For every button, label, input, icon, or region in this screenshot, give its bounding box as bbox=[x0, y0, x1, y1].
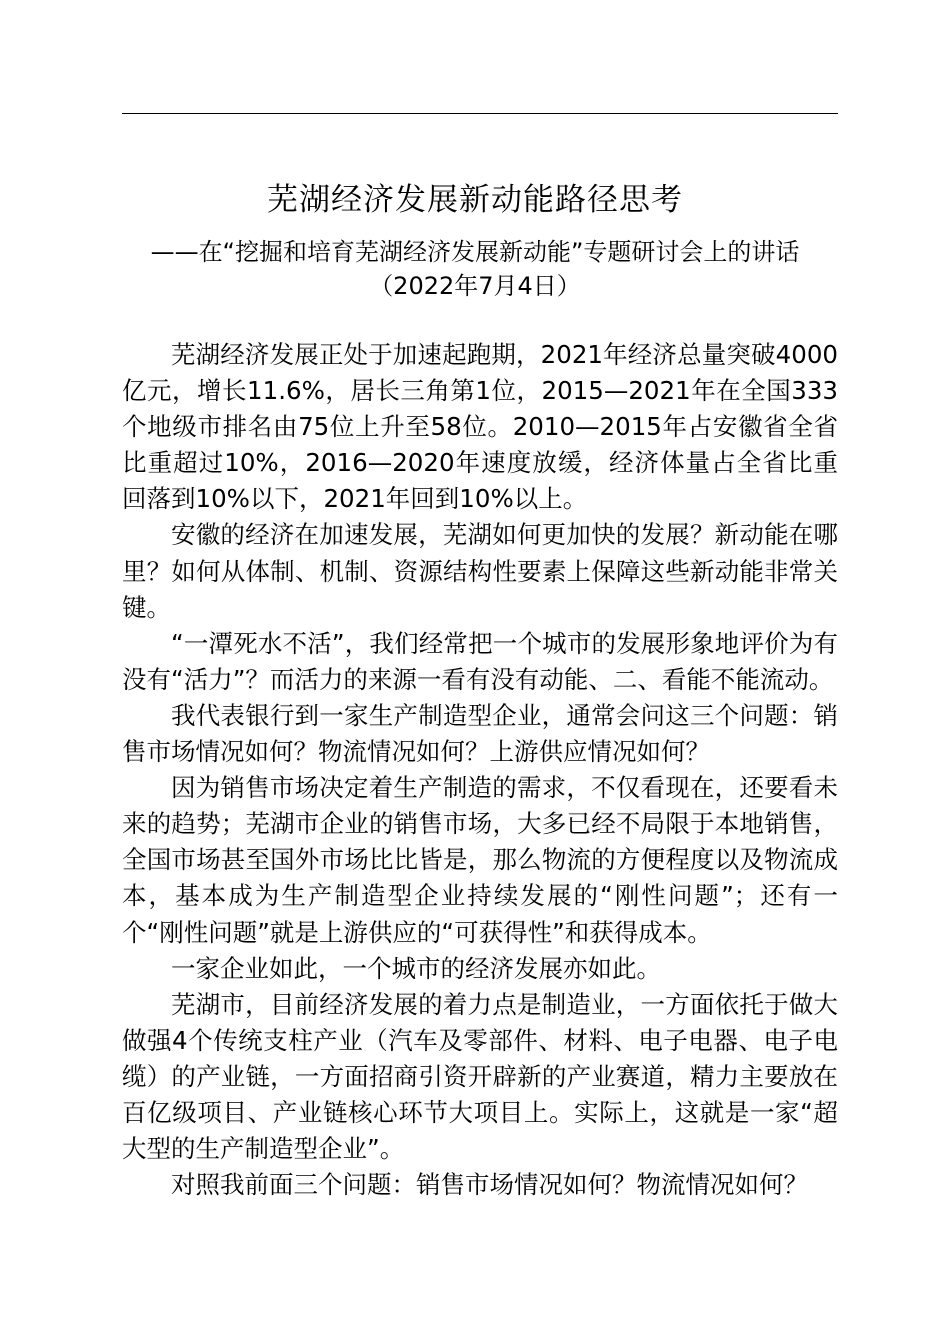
document-date: （2022年7月4日） bbox=[369, 272, 581, 300]
header-rule bbox=[122, 113, 838, 114]
paragraph: “一潭死水不活”，我们经常把一个城市的发展形象地评价为有没有“活力”？而活力的来源一看有没有动能、二、看能不能流动。 bbox=[122, 628, 838, 694]
paragraph: 芜湖市，目前经济发展的着力点是制造业，一方面依托于做大做强4个传统支柱产业（汽车及零部件、材料、电子电器、电子电缆）的产业链，一方面招商引资开辟新的产业赛道，精力主要放在百亿级项目、产业链核心环节大项目上。实际上，这就是一家“超大型的生产制造型企业”。 bbox=[122, 989, 838, 1164]
document-title: 芜湖经济发展新动能路径思考 bbox=[267, 182, 683, 218]
paragraph: 芜湖经济发展正处于加速起跑期，2021年经济总量突破4000亿元，增长11.6%，居长三角第1位，2015—2021年在全国333个地级市排名由75位上升至58位。2010—2015年占安徽省全省比重超过10%，2016—2020年速度放缓，经济体量占全省比重回落到10%以下，2021年回到10%以上。 bbox=[122, 340, 838, 514]
paragraph: 一家企业如此，一个城市的经济发展亦如此。 bbox=[171, 953, 661, 983]
document-body bbox=[122, 337, 838, 1203]
paragraph: 因为销售市场决定着生产制造的需求，不仅看现在，还要看未来的趋势；芜湖市企业的销售市场，大多已经不局限于本地销售，全国市场甚至国外市场比比皆是，那么物流的方便程度以及物流成本，基本成为生产制造型企业持续发展的“刚性问题”；还有一个“刚性问题”就是上游供应的“可获得性”和获得成本。 bbox=[122, 773, 838, 947]
paragraph: 对照我前面三个问题：销售市场情况如何？物流情况如何？ bbox=[171, 1170, 808, 1200]
document-subtitle: ——在“挖掘和培育芜湖经济发展新动能”专题研讨会上的讲话 bbox=[150, 238, 800, 266]
paragraph: 我代表银行到一家生产制造型企业，通常会问这三个问题：销售市场情况如何？物流情况如何？上游供应情况如何？ bbox=[122, 700, 838, 767]
paragraph: 安徽的经济在加速发展，芜湖如何更加快的发展？新动能在哪里？如何从体制、机制、资源结构性要素上保障这些新动能非常关键。 bbox=[122, 520, 838, 622]
